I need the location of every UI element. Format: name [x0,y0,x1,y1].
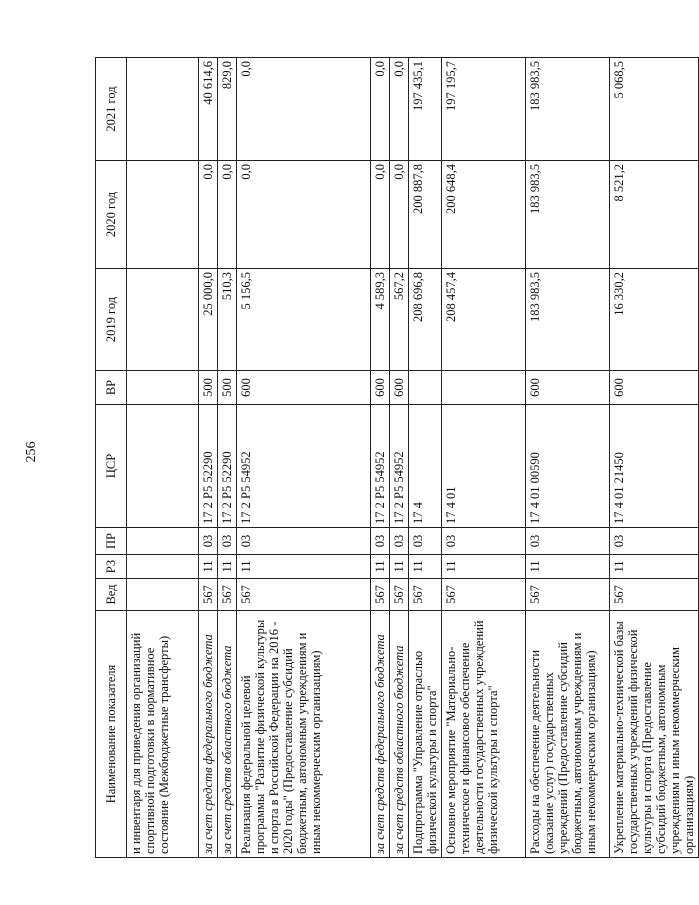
cell-2021: 0,0 [371,58,390,161]
table-row [610,58,699,858]
cell-pr: 03 [526,528,610,555]
cell-2020: 200 887,8 [409,161,442,269]
table-row [127,58,199,858]
cell-rz [127,555,199,579]
cell-ved: 567 [218,579,237,611]
cell-pr: 03 [218,528,237,555]
table-row [442,58,526,858]
cell-name: Основное мероприятие "Материально-техническое и финансовое обеспечение деятельности государственных учреждений физической культуры и спорта" [442,611,526,858]
header-row [96,58,127,858]
page-number: 256 [24,441,39,463]
cell-csr: 17 2 P5 54952 [390,405,409,528]
cell-csr: 17 4 01 21450 [610,405,699,528]
cell-name: Реализация федеральной целевой программы "Развитие физической культуры и спорта в Российской Федерации на 2016 - 2020 годы" (Предоставление субсидий бюджетным, автономным учреждениям и иным некоммерческим организациям) [237,611,371,858]
cell-rz: 11 [610,555,699,579]
cell-2020: 0,0 [218,161,237,269]
table-body [127,58,699,858]
cell-name: за счет средств федерального бюджета [371,611,390,858]
cell-2020: 0,0 [390,161,409,269]
table-row [526,58,610,858]
cell-vr: 600 [610,371,699,405]
budget-table [95,57,699,858]
cell-pr: 03 [371,528,390,555]
cell-2019: 567,2 [390,269,409,371]
cell-csr: 17 4 01 [442,405,526,528]
cell-vr: 600 [371,371,390,405]
cell-ved: 567 [237,579,371,611]
cell-ved [127,579,199,611]
cell-vr: 600 [237,371,371,405]
cell-2019 [127,269,199,371]
cell-pr: 03 [237,528,371,555]
table-row [409,58,442,858]
cell-2020: 0,0 [237,161,371,269]
cell-name: и инвентаря для приведения организаций спортивной подготовки в нормативное состояние (Межбюджетные трансферты) [127,611,199,858]
cell-ved: 567 [390,579,409,611]
cell-2020 [127,161,199,269]
table-row [199,58,218,858]
cell-vr [409,371,442,405]
cell-2019: 208 696,8 [409,269,442,371]
cell-2019: 5 156,5 [237,269,371,371]
cell-rz: 11 [409,555,442,579]
cell-ved: 567 [371,579,390,611]
table-row [371,58,390,858]
cell-2019: 183 983,5 [526,269,610,371]
cell-rz: 11 [199,555,218,579]
cell-rz: 11 [442,555,526,579]
cell-rz: 11 [218,555,237,579]
cell-2020: 183 983,5 [526,161,610,269]
table-row [390,58,409,858]
cell-2019: 4 589,3 [371,269,390,371]
cell-ved: 567 [409,579,442,611]
cell-2020: 0,0 [199,161,218,269]
cell-2021: 829,0 [218,58,237,161]
cell-2021 [127,58,199,161]
cell-vr: 600 [526,371,610,405]
header-2020: 2020 год [96,161,127,269]
header-name: Наименование показателя [96,611,127,858]
cell-pr: 03 [390,528,409,555]
cell-2021: 197 435,1 [409,58,442,161]
rotated-table-container [95,58,696,858]
cell-name: Укрепление материально-технической базы государственных учреждений физической культуры и спорта (Предоставление субсидий бюджетным, автономным учреждениям и иным некоммерческим организациям) [610,611,699,858]
cell-ved: 567 [442,579,526,611]
header-csr: ЦСР [96,405,127,528]
cell-rz: 11 [237,555,371,579]
cell-2021: 197 195,7 [442,58,526,161]
header-vr: ВР [96,371,127,405]
table-row [237,58,371,858]
cell-vr [442,371,526,405]
table-row [218,58,237,858]
cell-2021: 0,0 [237,58,371,161]
cell-2019: 25 000,0 [199,269,218,371]
cell-2019: 208 457,4 [442,269,526,371]
cell-rz: 11 [371,555,390,579]
cell-csr: 17 2 P5 54952 [371,405,390,528]
cell-ved: 567 [199,579,218,611]
header-2021: 2021 год [96,58,127,161]
cell-csr [127,405,199,528]
cell-name: Расходы на обеспечение деятельности (оказание услуг) государственных учреждений (Предоставление субсидий бюджетным, автономным учреждениям и иным некоммерческим организациям) [526,611,610,858]
cell-vr: 600 [390,371,409,405]
cell-name: за счет средств федерального бюджета [199,611,218,858]
header-2019: 2019 год [96,269,127,371]
cell-vr: 500 [199,371,218,405]
cell-2020: 8 521,2 [610,161,699,269]
cell-name: за счет средств областного бюджета [390,611,409,858]
cell-2021: 40 614,6 [199,58,218,161]
cell-name: за счет средств областного бюджета [218,611,237,858]
header-rz: РЗ [96,555,127,579]
cell-csr: 17 2 P5 52290 [199,405,218,528]
cell-2021: 5 068,5 [610,58,699,161]
cell-pr: 03 [409,528,442,555]
cell-pr: 03 [442,528,526,555]
cell-2020: 200 648,4 [442,161,526,269]
header-ved: Вед [96,579,127,611]
cell-pr: 03 [199,528,218,555]
cell-ved: 567 [610,579,699,611]
cell-rz: 11 [526,555,610,579]
cell-2021: 0,0 [390,58,409,161]
cell-2020: 0,0 [371,161,390,269]
cell-name: Подпрограмма "Управление отраслью физической культуры и спорта" [409,611,442,858]
cell-csr: 17 4 01 00590 [526,405,610,528]
cell-2019: 510,3 [218,269,237,371]
cell-vr: 500 [218,371,237,405]
cell-csr: 17 2 P5 54952 [237,405,371,528]
cell-rz: 11 [390,555,409,579]
cell-pr: 03 [610,528,699,555]
cell-csr: 17 4 [409,405,442,528]
header-pr: ПР [96,528,127,555]
cell-2021: 183 983,5 [526,58,610,161]
cell-2019: 16 330,2 [610,269,699,371]
cell-ved: 567 [526,579,610,611]
cell-csr: 17 2 P5 52290 [218,405,237,528]
cell-vr [127,371,199,405]
cell-pr [127,528,199,555]
